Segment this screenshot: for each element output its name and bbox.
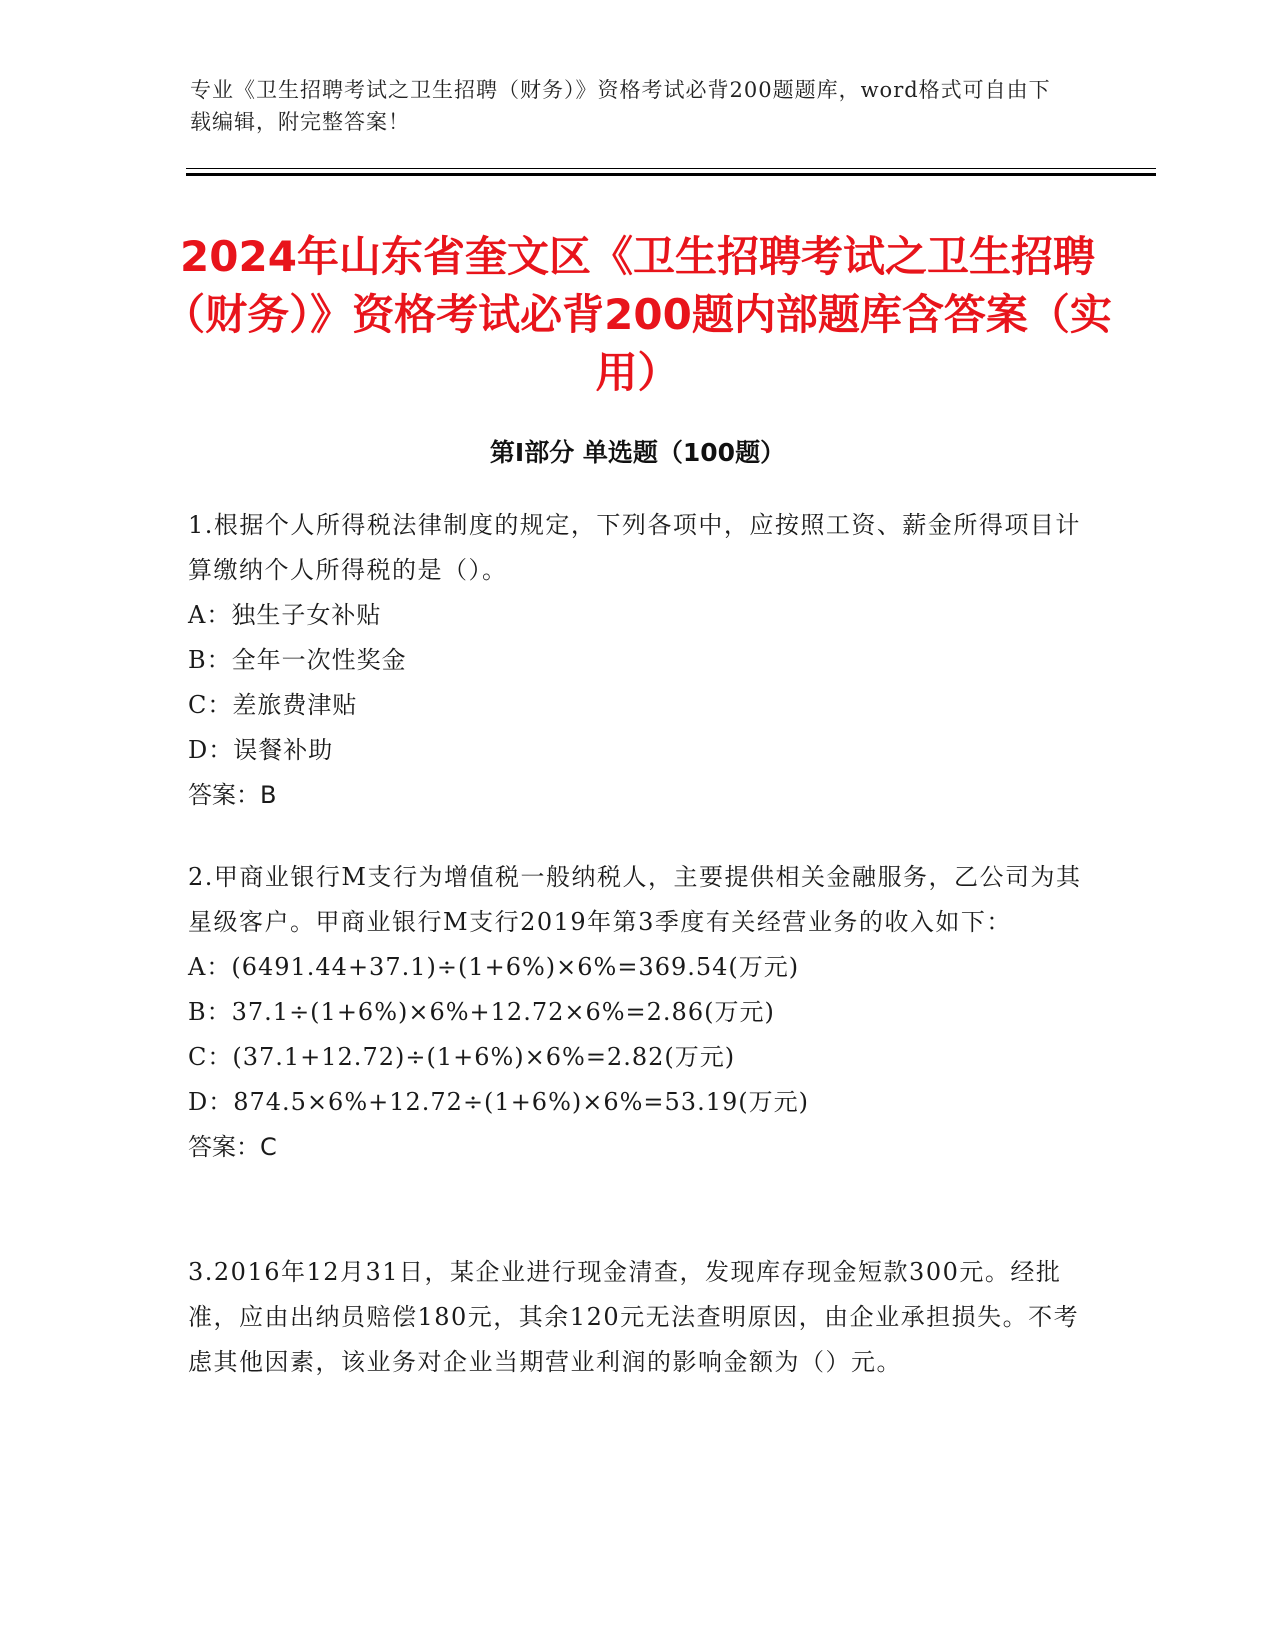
header-rule-thin: [186, 168, 1156, 169]
question-2: [188, 855, 1088, 1170]
question-stem: 3.2016年12月31日，某企业进行现金清查，发现库存现金短款300元。经批准，应由出纳员赔偿180元，其余120元无法查明原因，由企业承担损失。不考虑其他因素，该业务对企业当期营业利润的影响金额为（）元。: [188, 1258, 1080, 1376]
option-c: C：(37.1+12.72)÷(1+6%)×6%=2.82(万元): [188, 1043, 736, 1071]
option-b: B：37.1÷(1+6%)×6%+12.72×6%=2.86(万元): [188, 998, 775, 1026]
answer: 答案：C: [188, 1133, 277, 1161]
question-stem: 2.甲商业银行M支行为增值税一般纳税人，主要提供相关金融服务，乙公司为其星级客户。甲商业银行M支行2019年第3季度有关经营业务的收入如下：: [188, 863, 1082, 936]
option-b: B：全年一次性奖金: [188, 646, 407, 674]
header-note: 专业《卫生招聘考试之卫生招聘（财务）》资格考试必背200题题库，word格式可自由下载编辑，附完整答案！: [190, 78, 1051, 134]
section-heading: 第Ⅰ部分 单选题（100题）: [489, 438, 786, 467]
option-a: A：独生子女补贴: [188, 601, 382, 629]
answer: 答案：B: [188, 781, 277, 809]
option-d: D：874.5×6%+12.72÷(1+6%)×6%=53.19(万元): [188, 1088, 809, 1116]
question-1: [188, 503, 1088, 818]
option-d: D：误餐补助: [188, 736, 334, 764]
question-stem: 1.根据个人所得税法律制度的规定，下列各项中，应按照工资、薪金所得项目计算缴纳个人所得税的是（）。: [188, 511, 1081, 584]
option-c: C：差旅费津贴: [188, 691, 358, 719]
question-3: [188, 1250, 1088, 1385]
header-rule-thick: [186, 173, 1156, 176]
document-title: 2024年山东省奎文区《卫生招聘考试之卫生招聘（财务）》资格考试必背200题内部题库含答案（实用）: [163, 232, 1112, 397]
option-a: A：(6491.44+37.1)÷(1+6%)×6%=369.54(万元): [188, 953, 800, 981]
